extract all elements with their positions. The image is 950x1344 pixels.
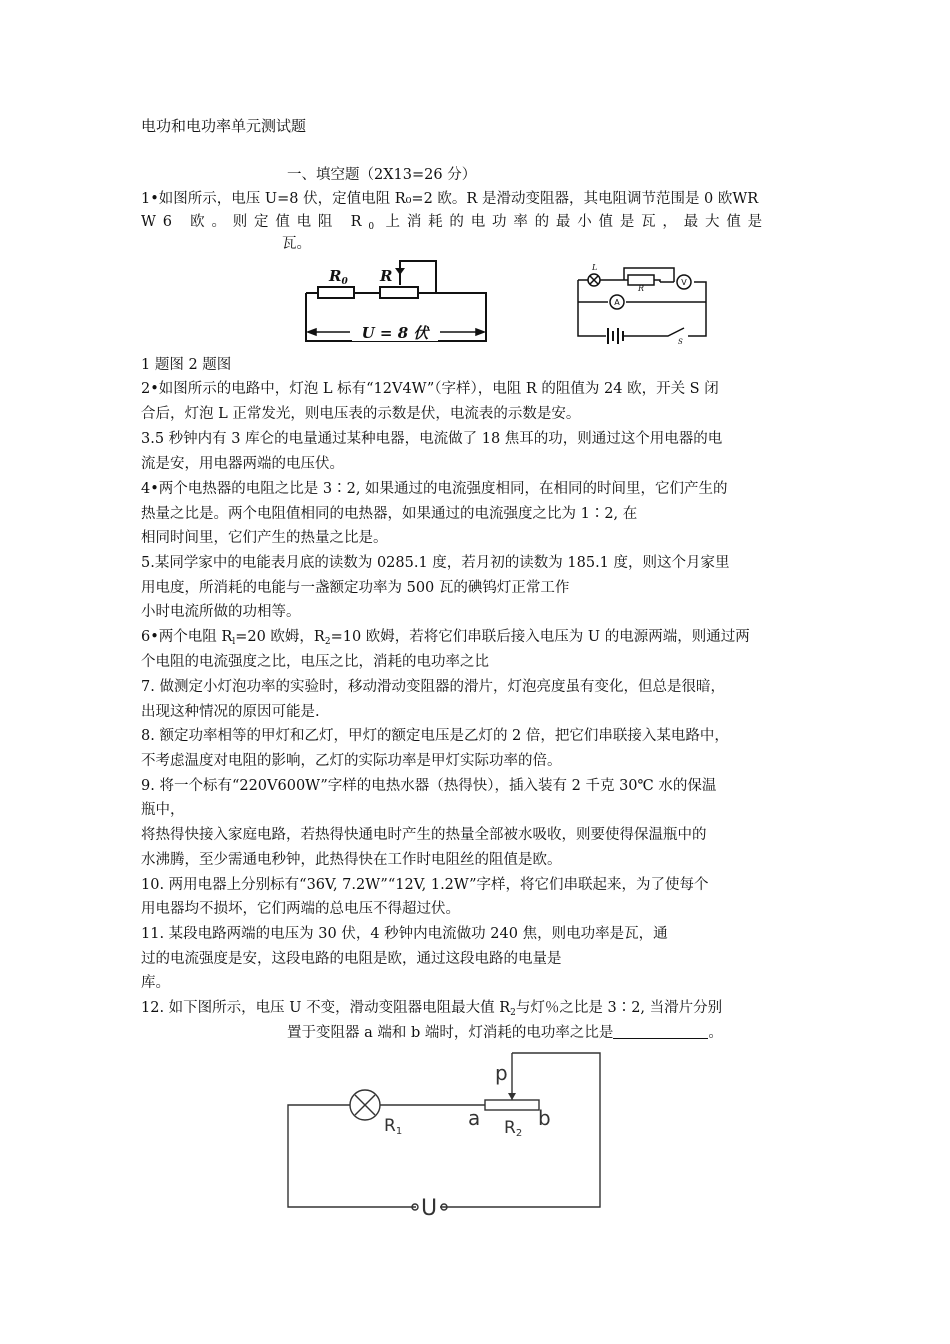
fig2-r-label: R	[638, 284, 645, 293]
question-5-line-2: 用电度，所消耗的电能与一盏额定功率为 500 瓦的碘钨灯正常工作	[141, 580, 570, 596]
question-9-line-2: 瓶中，	[141, 802, 185, 818]
question-10-line-1: 10. 两用电器上分别标有“36V, 7.2W”“12V, 1.2W”字样，将它们串联起来，为了使每个	[141, 877, 709, 893]
fig3-b-label: b	[538, 1106, 551, 1130]
fig3-p-label: p	[495, 1061, 508, 1085]
question-9-line-4: 水沸腾，至少需通电秒钟，此热得快在工作时电阻丝的阻值是欧。	[141, 852, 562, 868]
question-7-line-2: 出现这种情况的原因可能是.	[141, 704, 320, 720]
question-4-line-2: 热量之比是。两个电阻值相同的电热器，如果通过的电流强度之比为 1∶2, 在	[141, 506, 638, 522]
question-4-line-1: 4•两个电热器的电阻之比是 3∶2, 如果通过的电流强度相同，在相同的时间里，它们产生的	[141, 481, 728, 497]
fig2-ammeter-label: A	[614, 298, 620, 307]
question-11-line-3: 库。	[141, 975, 170, 991]
fig2-lamp-label: L	[592, 263, 598, 272]
fig3-a-label: a	[468, 1106, 481, 1130]
figure-captions: 1 题图 2 题图	[141, 357, 232, 373]
circuit-figure-1	[300, 255, 492, 347]
question-3-line-2: 流是安，用电器两端的电压伏。	[141, 456, 344, 472]
question-5-line-3: 小时电流所做的功相等。	[141, 604, 301, 620]
fig3-r2-label: R2	[504, 1118, 523, 1139]
fig2-switch-label: S	[678, 338, 683, 344]
fig1-r0-label: $R_0$	[329, 267, 348, 287]
circuit-figure-3	[280, 1045, 610, 1220]
answer-blank	[613, 1024, 708, 1039]
fig1-voltage-label: U = 8 伏	[361, 324, 429, 342]
question-8-line-1: 8. 额定功率相等的甲灯和乙灯，甲灯的额定电压是乙灯的 2 倍，把它们串联接入某电路中，	[141, 728, 729, 744]
section-heading: 一、填空题（2X13=26 分）	[287, 167, 477, 183]
fig2-voltmeter-label: V	[681, 278, 687, 287]
question-2-line-2: 合后，灯泡 L 正常发光，则电压表的示数是伏，电流表的示数是安。	[141, 406, 581, 422]
question-8-line-2: 不考虑温度对电阻的影响，乙灯的实际功率是甲灯实际功率的倍。	[141, 753, 562, 769]
question-9-line-3: 将热得快接入家庭电路，若热得快通电时产生的热量全部被水吸收，则要使得保温瓶中的	[141, 827, 707, 843]
question-1-line-2: W6 欧。则定值电阻 $R_0$ 上消耗的电功率的最小值是瓦，最大值是	[141, 214, 769, 232]
fig3-u-label: U	[420, 1196, 438, 1220]
question-7-line-1: 7. 做测定小灯泡功率的实验时，移动滑动变阻器的滑片，灯泡亮度虽有变化，但总是很暗，	[141, 679, 725, 695]
question-12-line-2: 置于变阻器 a 端和 b 端时，灯消耗的电功率之比是 。	[287, 1025, 723, 1041]
page-title: 电功和电功率单元测试题	[141, 117, 307, 135]
question-10-line-2: 用电器均不损坏，它们两端的总电压不得超过伏。	[141, 901, 460, 917]
question-5-line-1: 5.某同学家中的电能表月底的读数为 0285.1 度，若月初的读数为 185.1 度，则这个月家里	[141, 555, 730, 571]
question-6-line-2: 个电阻的电流强度之比，电压之比，消耗的电功率之比	[141, 654, 489, 670]
question-11-line-2: 过的电流强度是安，这段电路的电阻是欧，通过这段电路的电量是	[141, 951, 562, 967]
question-9-line-1: 9. 将一个标有“220V600W”字样的电热水器（热得快），插入装有 2 千克 30℃ 水的保温	[141, 778, 717, 794]
question-11-line-1: 11. 某段电路两端的电压为 30 伏，4 秒钟内电流做功 240 焦，则电功率是瓦，通	[141, 926, 668, 942]
question-3-line-1: 3.5 秒钟内有 3 库仑的电量通过某种电器，电流做了 18 焦耳的功，则通过这个用电器的电	[141, 431, 723, 447]
question-1-line-3: 瓦。	[282, 236, 311, 252]
question-12-line-1: 12. 如下图所示，电压 U 不变，滑动变阻器电阻最大值 $R_2$与灯％之比是 3∶2, 当滑片分别	[141, 1000, 723, 1018]
circuit-figure-2	[568, 258, 710, 344]
question-4-line-3: 相同时间里，它们产生的热量之比是。	[141, 530, 388, 546]
fig1-r-label: R	[380, 267, 393, 285]
fig3-r1-label: R1	[384, 1116, 403, 1137]
question-1-line-1: 1•如图所示，电压 U=8 伏，定值电阻 R₀=2 欧。R 是滑动变阻器，其电阻调节范围是 0 欧WR	[141, 191, 759, 207]
question-6-line-1: 6•两个电阻 $R_l=20$ 欧姆，$R_2=10$ 欧姆，若将它们串联后接入电压为 U 的电源两端，则通过两	[141, 629, 750, 647]
question-2-line-1: 2•如图所示的电路中，灯泡 L 标有“12V4W”（字样），电阻 R 的阻值为 24 欧，开关 S 闭	[141, 381, 719, 397]
